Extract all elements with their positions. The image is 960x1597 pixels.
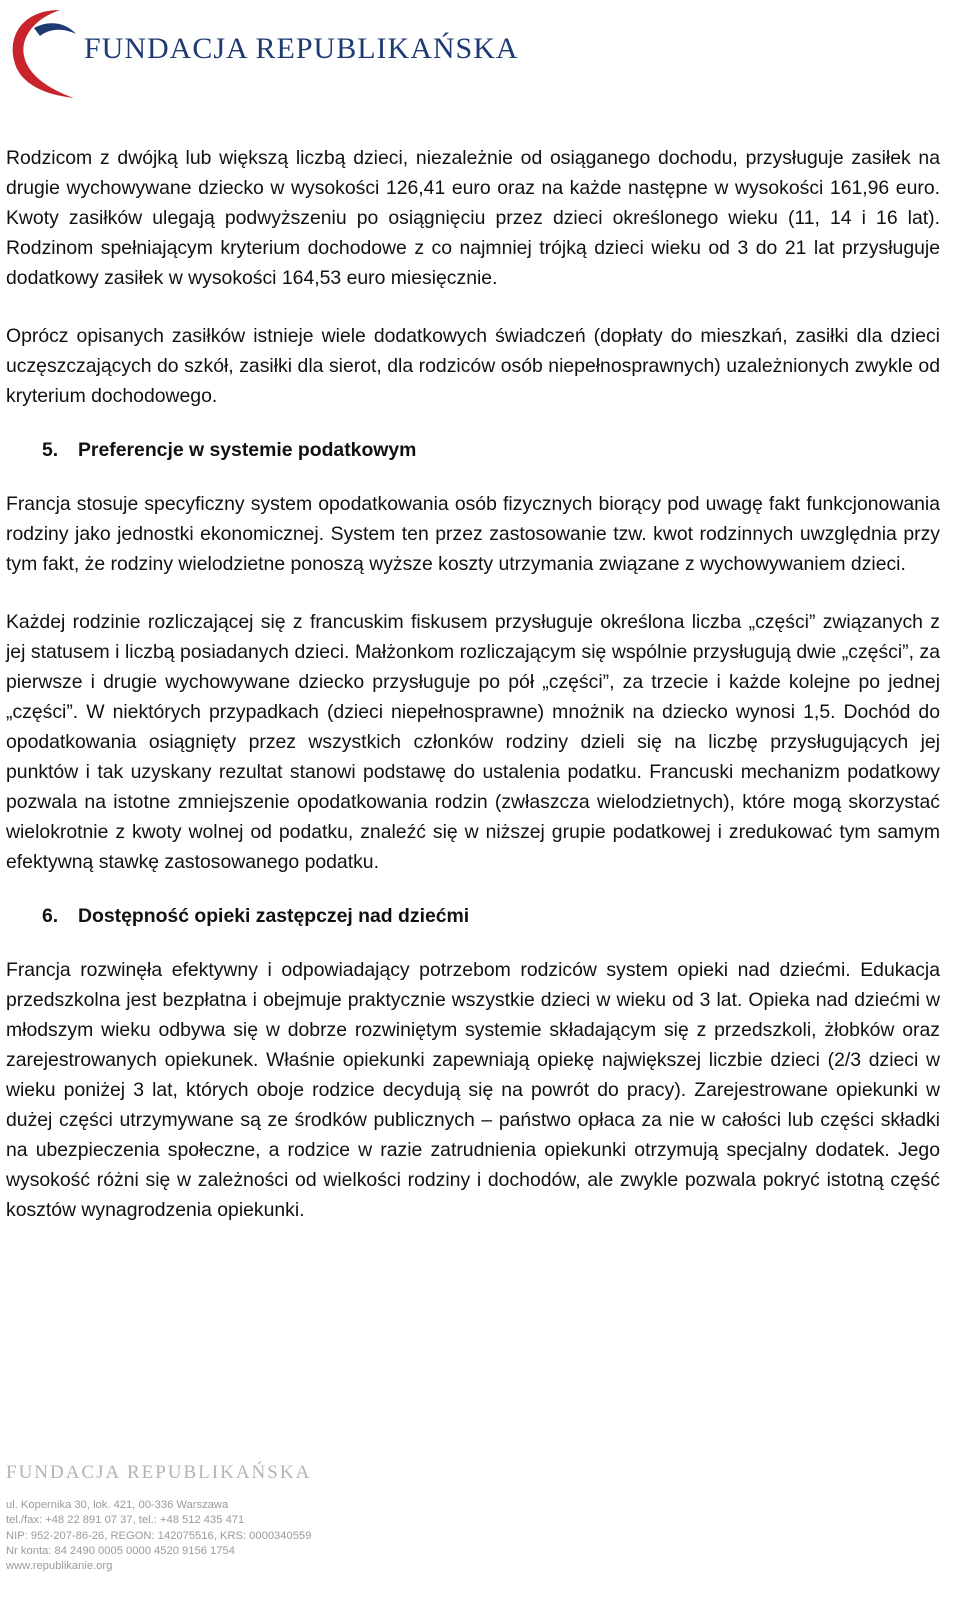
footer-org-name: FUNDACJA REPUBLIKAŃSKA [6, 1462, 312, 1483]
footer-account: Nr konta: 84 2490 0005 0000 4520 9156 1754 [6, 1544, 235, 1557]
page-header [0, 0, 960, 110]
paragraph-family-allowances: Rodzicom z dwójką lub większą liczbą dzieci, niezależnie od osiąganego dochodu, przysługuje zasiłek na drugie wychowywane dziecko w wysokości 126,41 euro oraz na każde następne w wysokości 161,96 euro. Kwoty zasiłków ulegają podwyższeniu po osiągnięciu przez dzieci określonego wieku (11, 14 i 16 lat). Rodzinom spełniającym kryterium dochodowe z co najmniej trójką dzieci wieku od 3 do 21 lat przysługuje dodatkowy zasiłek w wysokości 164,53 euro miesięcznie. [6, 147, 940, 289]
footer-phone: tel./fax: +48 22 891 07 37, tel.: +48 512 435 471 [6, 1514, 245, 1527]
section-number: 6. [42, 905, 59, 927]
section-heading-5 [6, 435, 940, 465]
section-number: 5. [42, 439, 59, 461]
section-title: Dostępność opieki zastępczej nad dziećmi [78, 905, 470, 927]
foundation-logo-icon [4, 4, 80, 104]
header-org-name: FUNDACJA REPUBLIKAŃSKA [84, 32, 519, 65]
footer-address: ul. Kopernika 30, lok. 421, 00-336 Warszawa [6, 1499, 229, 1511]
document-body [6, 143, 940, 1225]
paragraph-childcare: Francja rozwinęła efektywny i odpowiadający potrzebom rodziców system opieki nad dziećmi. Edukacja przedszkolna jest bezpłatna i obejmuje praktycznie wszystkie dzieci w wieku od 3 lat. Opieka nad dziećmi w młodszym wieku odbywa się w dobrze rozwiniętym systemie składającym się z przedszkoli, żłobków oraz zarejestrowanych opiekunek. Właśnie opiekunki zapewniają opiekę największej liczbie dzieci (2/3 dzieci w wieku poniżej 3 lat, których oboje rodzice decydują się na powrót do pracy). Zarejestrowane opiekunki w dużej części utrzymywane są ze środków publicznych – państwo opłaca za nie w całości lub części składki na ubezpieczenia społeczne, a rodzice w razie zatrudnienia opiekunki otrzymują specjalny dodatek. Jego wysokość różni się w zależności od wielkości rodziny i dochodów, ale zwykle pozwala pokryć istotną część kosztów wynagrodzenia opiekunki. [6, 959, 940, 1221]
footer-website: www.republikanie.org [6, 1560, 113, 1573]
page-footer [6, 1462, 506, 1574]
section-heading-6 [6, 901, 940, 931]
paragraph-tax-shares: Każdej rodzinie rozliczającej się z francuskim fiskusem przysługuje określona liczba „części” związanych z jej statusem i liczbą posiadanych dzieci. Małżonkom rozliczającym się wspólnie przysługują dwie „części”, za pierwsze i drugie wychowywane dziecko przysługuje po pół „części”, za trzecie i każde kolejne po jednej „części”. W niektórych przypadkach (dzieci niepełnosprawne) mnożnik na dziecko wynosi 1,5. Dochód do opodatkowania osiągnięty przez wszystkich członków rodziny dzieli się na liczbę przysługujących jej punktów i tak uzyskany rezultat stanowi podstawę do ustalenia podatku. Francuski mechanizm podatkowy pozwala na istotne zmniejszenie opodatkowania rodzin (zwłaszcza wielodzietnych), które mogą skorzystać wielokrotnie z kwoty wolnej od podatku, znaleźć się w niższej grupie podatkowej i zredukować tym samym efektywną stawkę zastosowanego podatku. [6, 611, 940, 873]
footer-registry: NIP: 952-207-86-26, REGON: 142075516, KRS: 0000340559 [6, 1529, 312, 1542]
paragraph-tax-system: Francja stosuje specyficzny system opodatkowania osób fizycznych biorący pod uwagę fakt funkcjonowania rodziny jako jednostki ekonomicznej. System ten przez zastosowanie tzw. kwot rodzinnych uwzględnia przy tym fakt, że rodziny wielodzietne ponoszą wyższe koszty utrzymania związane z wychowywaniem dzieci. [6, 493, 940, 575]
section-title: Preferencje w systemie podatkowym [78, 439, 417, 461]
paragraph-additional-benefits: Oprócz opisanych zasiłków istnieje wiele dodatkowych świadczeń (dopłaty do mieszkań, zasiłki dla dzieci uczęszczających do szkół, zasiłki dla sierot, dla rodziców osób niepełnosprawnych) uzależnionych zwykle od kryterium dochodowego. [6, 325, 940, 407]
